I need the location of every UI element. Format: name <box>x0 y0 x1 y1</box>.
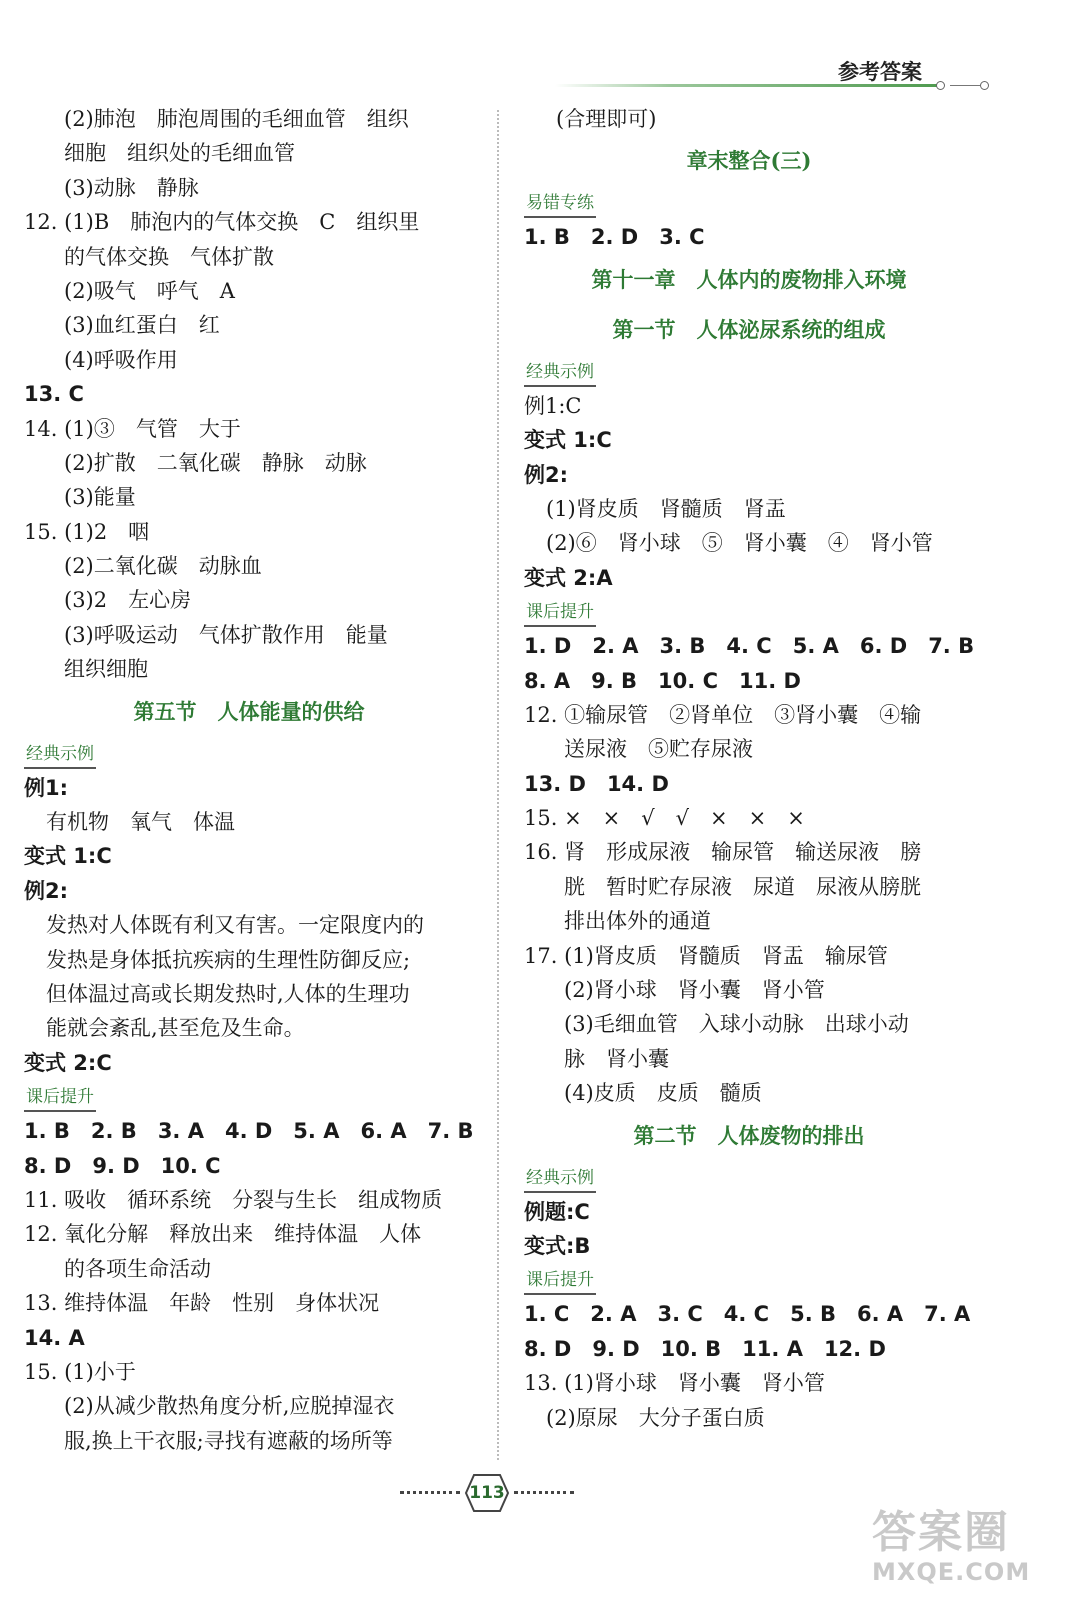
answer-line <box>24 1149 474 1183</box>
header-rule <box>555 84 940 87</box>
line-text: (4)皮质 皮质 髓质 <box>564 1081 762 1106</box>
text-line <box>24 515 474 549</box>
line-text: 1. B 2. B 3. A 4. D 5. A 6. A 7. B <box>24 1119 474 1144</box>
answer-line <box>524 220 974 254</box>
answer-line <box>524 767 974 801</box>
section-heading: 第二节 人体废物的排出 <box>633 1122 865 1148</box>
text-line <box>524 1076 974 1110</box>
line-text: (2)从减少散热角度分析,应脱掉湿衣 <box>64 1394 395 1419</box>
site-watermark <box>872 1508 1062 1594</box>
line-text: 例2: <box>524 462 569 487</box>
line-text: 例题:C <box>524 1199 590 1224</box>
text-line <box>24 549 474 583</box>
line-text: (2)肾小球 肾小囊 肾小管 <box>564 978 825 1003</box>
text-line <box>24 1252 474 1286</box>
answer-line <box>524 629 974 663</box>
text-line <box>24 652 474 686</box>
line-text: 送尿液 ⑤贮存尿液 <box>564 737 753 762</box>
line-text: 15. (1)2 咽 <box>24 519 150 544</box>
line-text: 变式 2:A <box>524 565 613 590</box>
answer-line <box>524 664 974 698</box>
header-dot-left <box>936 81 945 90</box>
line-text: 1. B 2. D 3. C <box>524 225 705 250</box>
text-line <box>24 240 474 274</box>
text-line <box>524 1401 974 1435</box>
text-line <box>524 1366 974 1400</box>
line-text: 例2: <box>24 878 69 903</box>
text-line <box>24 136 474 170</box>
text-line <box>524 102 974 136</box>
subsection-label: 课后提升 <box>24 1084 96 1112</box>
line-text: 发热对人体既有利又有害。一定限度内的 <box>46 913 424 938</box>
line-text: 15. (1)小于 <box>24 1359 136 1384</box>
line-text: 的气体交换 气体扩散 <box>64 244 274 269</box>
line-text: (3)动脉 静脉 <box>64 175 199 200</box>
section-heading: 第五节 人体能量的供给 <box>133 698 365 724</box>
footer-dots-right <box>514 1491 574 1498</box>
text-line <box>24 102 474 136</box>
answer-line <box>524 458 974 492</box>
header-dot-right <box>980 81 989 90</box>
text-line <box>524 492 974 526</box>
text-line <box>24 1424 474 1458</box>
line-text: 11. 吸收 循环系统 分裂与生长 组成物质 <box>24 1187 443 1212</box>
answer-line <box>24 839 474 873</box>
line-text: 变式:B <box>524 1233 591 1258</box>
text-line <box>524 526 974 560</box>
line-text: 例1: <box>24 775 69 800</box>
line-text: (3)毛细血管 入球小动脉 出球小动 <box>564 1012 909 1037</box>
line-text: 12. 氧化分解 释放出来 维持体温 人体 <box>24 1222 422 1247</box>
line-text: (合理即可) <box>556 107 657 131</box>
text-line <box>524 1007 974 1041</box>
line-text: 变式 2:C <box>24 1050 112 1075</box>
subsection-label: 课后提升 <box>524 1267 596 1295</box>
answer-line <box>524 1332 974 1366</box>
footer-dots-left <box>400 1491 460 1498</box>
answer-line <box>24 874 474 908</box>
text-line <box>524 973 974 1007</box>
text-line <box>524 732 974 766</box>
text-line <box>24 908 474 942</box>
text-line <box>24 480 474 514</box>
line-text: 13. (1)肾小球 肾小囊 肾小管 <box>524 1371 825 1396</box>
line-text: 有机物 氧气 体温 <box>46 810 235 835</box>
line-text: (3)呼吸运动 气体扩散作用 能量 <box>64 622 388 647</box>
line-text: 1. C 2. A 3. C 4. C 5. B 6. A 7. A <box>524 1302 971 1327</box>
answer-line <box>24 1046 474 1080</box>
line-text: 变式 1:C <box>24 844 112 869</box>
line-text: 胱 暂时贮存尿液 尿道 尿液从膀胱 <box>564 874 921 899</box>
subsection-label-row <box>24 1080 474 1114</box>
subsection-label: 经典示例 <box>524 359 596 387</box>
line-text: 的各项生命活动 <box>64 1256 211 1281</box>
line-text: 13. 维持体温 年龄 性别 身体状况 <box>24 1291 380 1316</box>
subsection-label: 易错专练 <box>524 190 596 218</box>
line-text: (2)扩散 二氧化碳 静脉 动脉 <box>64 450 367 475</box>
text-line <box>24 205 474 239</box>
line-text: (2)⑥ 肾小球 ⑤ 肾小囊 ④ 肾小管 <box>546 531 933 556</box>
line-text: (2)二氧化碳 动脉血 <box>64 554 262 579</box>
section-heading: 章末整合(三) <box>686 148 812 174</box>
line-text: 组织细胞 <box>64 657 148 682</box>
answer-line <box>524 1195 974 1229</box>
line-text: 发热是身体抵抗疾病的生理性防御反应; <box>46 947 411 972</box>
text-line <box>24 1389 474 1423</box>
text-line <box>24 618 474 652</box>
section-heading: 第十一章 人体内的废物排入环境 <box>591 266 907 292</box>
line-text: (1)肾皮质 肾髓质 肾盂 <box>546 496 786 521</box>
answer-line <box>24 1321 474 1355</box>
text-line <box>24 1183 474 1217</box>
subsection-label: 经典示例 <box>524 1165 596 1193</box>
subsection-label: 课后提升 <box>524 599 596 627</box>
text-line <box>24 308 474 342</box>
line-text: 8. A 9. B 10. C 11. D <box>524 668 801 693</box>
line-text: 例1:C <box>524 393 582 418</box>
line-text: 能就会紊乱,甚至危及生命。 <box>46 1016 305 1041</box>
text-line <box>24 1011 474 1045</box>
text-line <box>24 1355 474 1389</box>
answer-line <box>24 377 474 411</box>
line-text: 14. A <box>24 1325 85 1350</box>
line-text: 14. (1)③ 气管 大于 <box>24 416 241 441</box>
line-text: 13. C <box>24 382 84 407</box>
line-text: 1. D 2. A 3. B 4. C 5. A 6. D 7. B <box>524 634 975 659</box>
watermark-logo-text: 答案圈 <box>872 1507 1010 1558</box>
text-line <box>24 446 474 480</box>
watermark-url: MXQE.COM <box>872 1558 1031 1586</box>
section-heading: 第一节 人体泌尿系统的组成 <box>612 316 886 342</box>
line-text: (2)肺泡 肺泡周围的毛细血管 组织 <box>64 107 409 131</box>
line-text: (2)原尿 大分子蛋白质 <box>546 1405 765 1430</box>
text-line <box>524 1042 974 1076</box>
subsection-label-row <box>24 737 474 771</box>
line-text: (3)能量 <box>64 485 136 510</box>
line-text: 16. 肾 形成尿液 输尿管 输送尿液 膀 <box>524 840 922 865</box>
column-divider <box>497 110 499 1460</box>
text-line <box>24 1217 474 1251</box>
subsection-label-row <box>524 355 974 389</box>
answer-line <box>24 1114 474 1148</box>
line-text: 8. D 9. D 10. C <box>24 1153 221 1178</box>
subsection-label-row <box>524 1161 974 1195</box>
answer-line <box>24 771 474 805</box>
text-line <box>524 939 974 973</box>
page-number-badge <box>464 1473 510 1513</box>
subsection-label-row <box>524 186 974 220</box>
line-text: (4)呼吸作用 <box>64 347 178 372</box>
header-title: 参考答案 <box>838 60 922 84</box>
text-line <box>24 805 474 839</box>
text-line <box>524 389 974 423</box>
header-rule-tail <box>950 85 980 86</box>
subsection-label-row <box>524 1263 974 1297</box>
text-line <box>524 801 974 835</box>
line-text: 12. (1)B 肺泡内的气体交换 C 组织里 <box>24 210 420 235</box>
line-text: 17. (1)肾皮质 肾髓质 肾盂 输尿管 <box>524 943 888 968</box>
subsection-label: 经典示例 <box>24 741 96 769</box>
answer-line <box>524 423 974 457</box>
line-text: (2)吸气 呼气 A <box>64 278 235 303</box>
left-column <box>24 102 474 1458</box>
line-text: (3)2 左心房 <box>64 588 192 613</box>
text-line <box>24 171 474 205</box>
text-line <box>24 977 474 1011</box>
text-line <box>24 274 474 308</box>
line-text: 脉 肾小囊 <box>564 1046 669 1071</box>
answer-line <box>524 1297 974 1331</box>
page-number: 113 <box>469 1483 505 1503</box>
subsection-label-row <box>524 595 974 629</box>
line-text: 服,换上干衣服;寻找有遮蔽的场所等 <box>64 1428 393 1453</box>
line-text: 变式 1:C <box>524 428 612 453</box>
line-text: (3)血红蛋白 红 <box>64 313 220 338</box>
answer-line <box>524 1229 974 1263</box>
line-text: 13. D 14. D <box>524 771 669 796</box>
line-text: 8. D 9. D 10. B 11. A 12. D <box>524 1336 886 1361</box>
text-line <box>524 904 974 938</box>
line-text: 12. ①输尿管 ②肾单位 ③肾小囊 ④输 <box>524 702 922 727</box>
text-line <box>524 835 974 869</box>
line-text: 细胞 组织处的毛细血管 <box>64 141 295 166</box>
right-column <box>524 102 974 1435</box>
text-line <box>24 412 474 446</box>
text-line <box>24 583 474 617</box>
text-line <box>24 943 474 977</box>
text-line <box>24 343 474 377</box>
text-line <box>524 870 974 904</box>
line-text: 排出体外的通道 <box>564 909 711 934</box>
text-line <box>24 1286 474 1320</box>
answer-line <box>524 561 974 595</box>
text-line <box>524 698 974 732</box>
line-text: 15. × × √ √ × × × <box>524 806 805 831</box>
line-text: 但体温过高或长期发热时,人体的生理功 <box>46 981 410 1006</box>
